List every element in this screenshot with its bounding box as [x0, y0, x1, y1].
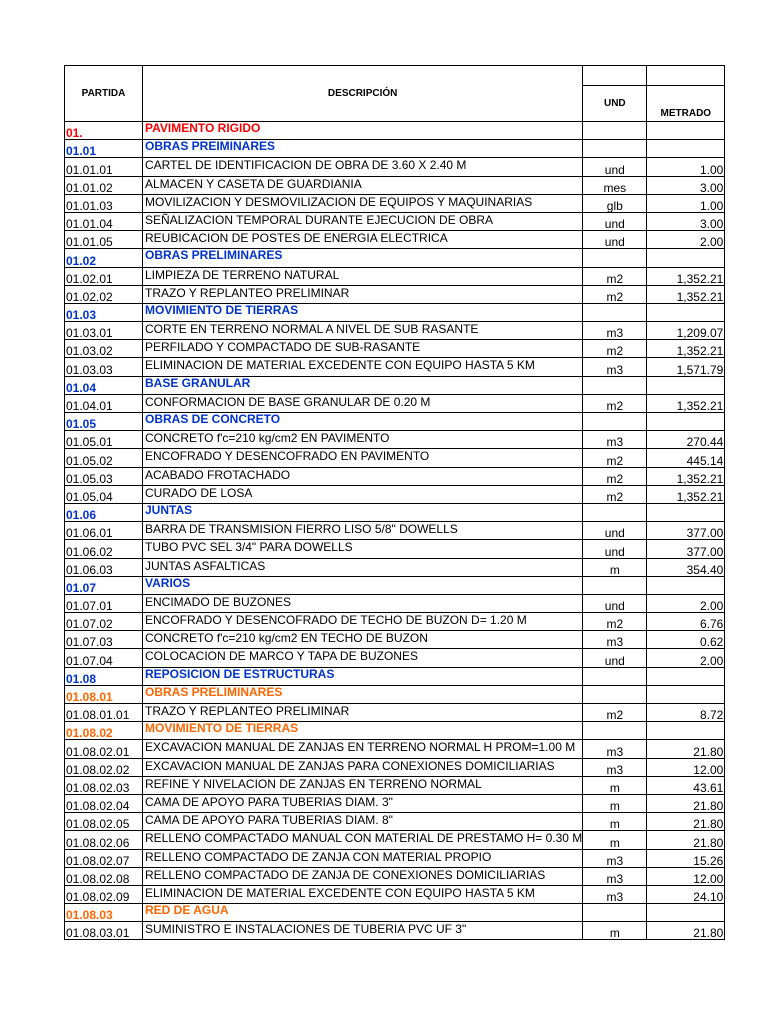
metrado-cell[interactable]: 1,352.21 — [647, 267, 725, 285]
metrado-cell[interactable] — [647, 140, 725, 158]
partida-cell[interactable]: 01.08.02.02 — [65, 758, 143, 776]
descripcion-text: ENCOFRADO Y DESENCOFRADO EN PAVIMENTO — [145, 449, 430, 464]
und-cell[interactable]: m3 — [583, 885, 647, 903]
metrado-cell[interactable] — [647, 303, 725, 321]
descripcion-text: TRAZO Y REPLANTEO PRELIMINAR — [145, 285, 350, 300]
und-cell[interactable] — [583, 904, 647, 922]
partida-cell[interactable]: 01.08.02.03 — [65, 776, 143, 794]
und-cell[interactable]: m3 — [583, 740, 647, 758]
und-cell[interactable]: mes — [583, 176, 647, 194]
descripcion-text: OBRAS PRELIMINARES — [145, 684, 283, 699]
descripcion-text: PERFILADO Y COMPACTADO DE SUB-RASANTE — [145, 340, 421, 355]
table-row — [65, 922, 725, 940]
metrado-cell[interactable]: 270.44 — [647, 431, 725, 449]
partida-cell[interactable]: 01.07 — [65, 576, 143, 594]
metrado-cell[interactable] — [647, 576, 725, 594]
descripcion-text: SEÑALIZACION TEMPORAL DURANTE EJECUCION DE OBRA — [145, 212, 494, 227]
metrado-cell[interactable] — [647, 685, 725, 703]
descripcion-cell[interactable] — [143, 685, 583, 703]
partida-cell[interactable]: 01.07.01 — [65, 594, 143, 612]
metrado-cell[interactable]: 21.80 — [647, 740, 725, 758]
descripcion-cell[interactable] — [143, 449, 583, 467]
metrado-cell[interactable]: 3.00 — [647, 176, 725, 194]
partida-cell[interactable]: 01.05.02 — [65, 449, 143, 467]
partida-cell[interactable]: 01.06.02 — [65, 540, 143, 558]
table-row — [65, 358, 725, 376]
partida-cell[interactable]: 01.05.04 — [65, 485, 143, 503]
und-cell[interactable]: m2 — [583, 704, 647, 722]
header-metrado-top[interactable] — [647, 66, 725, 86]
metrado-cell[interactable]: 1,352.21 — [647, 485, 725, 503]
und-cell[interactable] — [583, 413, 647, 431]
metrado-cell[interactable]: 354.40 — [647, 558, 725, 576]
metrado-cell[interactable]: 1,209.07 — [647, 322, 725, 340]
partida-cell[interactable]: 01.04 — [65, 376, 143, 394]
und-cell[interactable] — [583, 685, 647, 703]
metrado-cell[interactable]: 21.80 — [647, 813, 725, 831]
metrado-cell[interactable] — [647, 722, 725, 740]
table-row — [65, 885, 725, 903]
metrado-cell[interactable]: 1.00 — [647, 158, 725, 176]
descripcion-text: SUMINISTRO E INSTALACIONES DE TUBERIA PVC UF 3" — [145, 922, 467, 937]
descripcion-cell[interactable] — [143, 485, 583, 503]
metrado-cell[interactable]: 3.00 — [647, 212, 725, 230]
table-row — [65, 904, 725, 922]
partida-cell[interactable]: 01.06 — [65, 503, 143, 521]
partida-cell[interactable]: 01.01 — [65, 140, 143, 158]
metrado-cell[interactable] — [647, 249, 725, 267]
metrado-cell[interactable] — [647, 904, 725, 922]
partida-cell[interactable]: 01.03.02 — [65, 340, 143, 358]
table-row — [65, 431, 725, 449]
descripcion-cell[interactable] — [143, 194, 583, 212]
partida-cell[interactable]: 01.06.03 — [65, 558, 143, 576]
metrado-cell[interactable]: 1,352.21 — [647, 394, 725, 412]
descripcion-cell[interactable] — [143, 722, 583, 740]
descripcion-text: ENCOFRADO Y DESENCOFRADO DE TECHO DE BUZON D= 1.20 M — [145, 613, 527, 628]
metrado-cell[interactable] — [647, 413, 725, 431]
table-row — [65, 704, 725, 722]
descripcion-text: REPOSICION DE ESTRUCTURAS — [145, 666, 335, 681]
metrado-cell[interactable] — [647, 122, 725, 140]
table-row — [65, 594, 725, 612]
table-row — [65, 303, 725, 321]
descripcion-cell[interactable] — [143, 358, 583, 376]
und-cell[interactable]: und — [583, 540, 647, 558]
metrado-cell[interactable]: 1,352.21 — [647, 285, 725, 303]
partida-cell[interactable]: 01.03.03 — [65, 358, 143, 376]
descripcion-text: CONCRETO f'c=210 kg/cm2 EN TECHO DE BUZON — [145, 631, 428, 646]
partida-cell[interactable]: 01.01.02 — [65, 176, 143, 194]
partida-cell[interactable]: 01.08.02.08 — [65, 867, 143, 885]
metrado-cell[interactable]: 21.80 — [647, 794, 725, 812]
descripcion-cell[interactable] — [143, 394, 583, 412]
descripcion-cell[interactable] — [143, 758, 583, 776]
descripcion-text: OBRAS DE CONCRETO — [145, 412, 281, 426]
descripcion-text: CARTEL DE IDENTIFICACION DE OBRA DE 3.60 X 2.40 M — [145, 158, 467, 173]
partida-cell[interactable]: 01.04.01 — [65, 394, 143, 412]
header-und-top[interactable] — [583, 66, 647, 86]
partida-cell[interactable]: 01.07.02 — [65, 613, 143, 631]
table-row — [65, 249, 725, 267]
partida-cell[interactable]: 01.08.01.01 — [65, 704, 143, 722]
descripcion-cell[interactable] — [143, 122, 583, 140]
partida-cell[interactable]: 01.01.01 — [65, 158, 143, 176]
und-cell[interactable]: m2 — [583, 467, 647, 485]
descripcion-cell[interactable] — [143, 649, 583, 667]
table-row — [65, 267, 725, 285]
und-cell[interactable]: m — [583, 831, 647, 849]
descripcion-text: BARRA DE TRANSMISION FIERRO LISO 5/8" DOWELLS — [145, 522, 458, 537]
partida-cell[interactable]: 01.02.01 — [65, 267, 143, 285]
partida-cell[interactable]: 01.03 — [65, 303, 143, 321]
metrado-cell[interactable]: 15.26 — [647, 849, 725, 867]
descripcion-cell[interactable] — [143, 667, 583, 685]
metrado-cell[interactable]: 377.00 — [647, 540, 725, 558]
descripcion-text: ENCIMADO DE BUZONES — [145, 594, 292, 609]
descripcion-cell[interactable] — [143, 867, 583, 885]
und-cell[interactable] — [583, 722, 647, 740]
table-row — [65, 413, 725, 431]
metrado-cell[interactable]: 1,352.21 — [647, 340, 725, 358]
metrado-cell[interactable]: 12.00 — [647, 867, 725, 885]
descripcion-cell[interactable] — [143, 303, 583, 321]
partida-cell[interactable]: 01.08.02.07 — [65, 849, 143, 867]
descripcion-text: MOVIMIENTO DE TIERRAS — [145, 302, 299, 317]
descripcion-text: RELLENO COMPACTADO DE ZANJA CON MATERIAL PROPIO — [145, 849, 492, 864]
und-cell[interactable] — [583, 376, 647, 394]
metrado-cell[interactable]: 1,352.21 — [647, 467, 725, 485]
metrado-cell[interactable]: 8.72 — [647, 704, 725, 722]
descripcion-text: EXCAVACION MANUAL DE ZANJAS EN TERRENO NORMAL H PROM=1.00 M — [145, 740, 576, 755]
table-row — [65, 540, 725, 558]
descripcion-cell[interactable] — [143, 813, 583, 831]
table-row — [65, 740, 725, 758]
und-cell[interactable] — [583, 303, 647, 321]
descripcion-text: RED DE AGUA — [145, 903, 229, 918]
und-cell[interactable] — [583, 122, 647, 140]
descripcion-cell[interactable] — [143, 740, 583, 758]
table-row — [65, 194, 725, 212]
und-cell[interactable]: m3 — [583, 431, 647, 449]
und-cell[interactable]: und — [583, 212, 647, 230]
und-cell[interactable]: m3 — [583, 849, 647, 867]
descripcion-cell[interactable] — [143, 231, 583, 249]
descripcion-text: JUNTAS — [145, 502, 193, 517]
table-row — [65, 576, 725, 594]
descripcion-text: REFINE Y NIVELACION DE ZANJAS EN TERRENO NORMAL — [145, 776, 482, 791]
budget-table — [64, 65, 725, 940]
descripcion-cell[interactable] — [143, 267, 583, 285]
partida-cell[interactable]: 01.07.04 — [65, 649, 143, 667]
table-row — [65, 340, 725, 358]
partida-cell[interactable]: 01. — [65, 122, 143, 140]
descripcion-cell[interactable] — [143, 467, 583, 485]
metrado-cell[interactable]: 21.80 — [647, 922, 725, 940]
und-cell[interactable]: m — [583, 813, 647, 831]
descripcion-text: TRAZO Y REPLANTEO PRELIMINAR — [145, 704, 350, 718]
partida-cell[interactable]: 01.07.03 — [65, 631, 143, 649]
table-row — [65, 722, 725, 740]
partida-cell[interactable]: 01.08.03 — [65, 904, 143, 922]
table-row — [65, 522, 725, 540]
descripcion-text: ACABADO FROTACHADO — [145, 467, 291, 482]
descripcion-cell[interactable] — [143, 413, 583, 431]
metrado-cell[interactable]: 6.76 — [647, 613, 725, 631]
partida-cell[interactable]: 01.08.02.01 — [65, 740, 143, 758]
table-row — [65, 613, 725, 631]
partida-cell[interactable]: 01.03.01 — [65, 322, 143, 340]
table-row — [65, 394, 725, 412]
metrado-cell[interactable] — [647, 667, 725, 685]
partida-cell[interactable]: 01.01.03 — [65, 194, 143, 212]
metrado-cell[interactable]: 1.00 — [647, 194, 725, 212]
descripcion-text: CAMA DE APOYO PARA TUBERIAS DIAM. 8" — [145, 813, 393, 828]
descripcion-text: CONCRETO f'c=210 kg/cm2 EN PAVIMENTO — [145, 431, 390, 446]
descripcion-text: REUBICACION DE POSTES DE ENERGIA ELECTRICA — [145, 231, 448, 246]
und-cell[interactable] — [583, 667, 647, 685]
und-cell[interactable]: m — [583, 776, 647, 794]
descripcion-cell[interactable] — [143, 885, 583, 903]
metrado-cell[interactable]: 12.00 — [647, 758, 725, 776]
und-cell[interactable]: m2 — [583, 340, 647, 358]
descripcion-cell[interactable] — [143, 631, 583, 649]
descripcion-cell[interactable] — [143, 503, 583, 521]
partida-cell[interactable]: 01.08.01 — [65, 685, 143, 703]
und-cell[interactable]: glb — [583, 194, 647, 212]
partida-cell[interactable]: 01.06.01 — [65, 522, 143, 540]
descripcion-cell[interactable] — [143, 212, 583, 230]
descripcion-text: ELIMINACION DE MATERIAL EXCEDENTE CON EQUIPO HASTA 5 KM — [145, 358, 535, 373]
und-cell[interactable]: m3 — [583, 758, 647, 776]
descripcion-cell[interactable] — [143, 594, 583, 612]
descripcion-cell[interactable] — [143, 158, 583, 176]
und-cell[interactable] — [583, 576, 647, 594]
table-row — [65, 776, 725, 794]
und-cell[interactable]: m2 — [583, 485, 647, 503]
partida-cell[interactable]: 01.08.02.04 — [65, 794, 143, 812]
metrado-cell[interactable]: 445.14 — [647, 449, 725, 467]
descripcion-cell[interactable] — [143, 776, 583, 794]
und-cell[interactable]: m — [583, 558, 647, 576]
table-row — [65, 322, 725, 340]
metrado-cell[interactable]: 24.10 — [647, 885, 725, 903]
und-cell[interactable]: m2 — [583, 449, 647, 467]
descripcion-text: CURADO DE LOSA — [145, 485, 253, 500]
metrado-cell[interactable]: 2.00 — [647, 231, 725, 249]
descripcion-cell[interactable] — [143, 704, 583, 722]
metrado-cell[interactable]: 21.80 — [647, 831, 725, 849]
und-cell[interactable] — [583, 140, 647, 158]
descripcion-text: EXCAVACION MANUAL DE ZANJAS PARA CONEXIONES DOMICILIARIAS — [145, 758, 555, 773]
header-und[interactable]: UND — [583, 86, 647, 122]
descripcion-text: PAVIMENTO RIGIDO — [145, 121, 261, 135]
table-row — [65, 122, 725, 140]
table-row — [65, 503, 725, 521]
und-cell[interactable]: m — [583, 922, 647, 940]
metrado-cell[interactable]: 43.61 — [647, 776, 725, 794]
partida-cell[interactable]: 01.01.04 — [65, 212, 143, 230]
metrado-cell[interactable] — [647, 503, 725, 521]
descripcion-cell[interactable] — [143, 431, 583, 449]
table-row — [65, 849, 725, 867]
header-partida[interactable]: PARTIDA — [65, 66, 143, 122]
und-cell[interactable]: m3 — [583, 631, 647, 649]
und-cell[interactable]: m2 — [583, 394, 647, 412]
und-cell[interactable] — [583, 249, 647, 267]
und-cell[interactable] — [583, 503, 647, 521]
descripcion-text: COLOCACION DE MARCO Y TAPA DE BUZONES — [145, 649, 418, 664]
und-cell[interactable]: m2 — [583, 613, 647, 631]
descripcion-text: CONFORMACION DE BASE GRANULAR DE 0.20 M — [145, 394, 431, 409]
descripcion-text: VARIOS — [145, 575, 191, 590]
table-row — [65, 467, 725, 485]
descripcion-cell[interactable] — [143, 249, 583, 267]
descripcion-text: JUNTAS ASFALTICAS — [145, 558, 266, 573]
descripcion-cell[interactable] — [143, 522, 583, 540]
descripcion-text: LIMPIEZA DE TERRENO NATURAL — [145, 267, 340, 282]
und-cell[interactable]: m3 — [583, 358, 647, 376]
und-cell[interactable]: und — [583, 158, 647, 176]
und-cell[interactable]: m3 — [583, 322, 647, 340]
header-metrado[interactable]: METRADO — [647, 86, 725, 122]
descripcion-text: CAMA DE APOYO PARA TUBERIAS DIAM. 3" — [145, 794, 393, 809]
partida-cell[interactable]: 01.05 — [65, 413, 143, 431]
table-row — [65, 649, 725, 667]
table-row — [65, 140, 725, 158]
table-row — [65, 158, 725, 176]
partida-cell[interactable]: 01.01.05 — [65, 231, 143, 249]
table-row — [65, 558, 725, 576]
table-row — [65, 685, 725, 703]
descripcion-cell[interactable] — [143, 613, 583, 631]
descripcion-cell[interactable] — [143, 831, 583, 849]
metrado-cell[interactable] — [647, 376, 725, 394]
table-row — [65, 376, 725, 394]
table-row — [65, 231, 725, 249]
und-cell[interactable]: m3 — [583, 867, 647, 885]
metrado-cell[interactable]: 0.62 — [647, 631, 725, 649]
partida-cell[interactable]: 01.05.01 — [65, 431, 143, 449]
descripcion-text: BASE GRANULAR — [145, 375, 251, 390]
metrado-cell[interactable]: 1,571.79 — [647, 358, 725, 376]
table-row — [65, 794, 725, 812]
descripcion-text: ALMACEN Y CASETA DE GUARDIANIA — [145, 176, 362, 191]
descripcion-text: ELIMINACION DE MATERIAL EXCEDENTE CON EQUIPO HASTA 5 KM — [145, 885, 535, 900]
partida-cell[interactable]: 01.02 — [65, 249, 143, 267]
partida-cell[interactable]: 01.08.02.09 — [65, 885, 143, 903]
descripcion-cell[interactable] — [143, 176, 583, 194]
table-row — [65, 667, 725, 685]
descripcion-text: OBRAS PREIMINARES — [145, 139, 276, 154]
partida-cell[interactable]: 01.08.02 — [65, 722, 143, 740]
table-row — [65, 285, 725, 303]
und-cell[interactable]: und — [583, 522, 647, 540]
header-descripcion[interactable]: DESCRIPCIÓN — [143, 66, 583, 122]
partida-cell[interactable]: 01.08.02.06 — [65, 831, 143, 849]
descripcion-cell[interactable] — [143, 540, 583, 558]
descripcion-cell[interactable] — [143, 849, 583, 867]
und-cell[interactable]: und — [583, 594, 647, 612]
und-cell[interactable]: und — [583, 231, 647, 249]
table-row — [65, 631, 725, 649]
und-cell[interactable]: m2 — [583, 285, 647, 303]
metrado-cell[interactable]: 2.00 — [647, 594, 725, 612]
descripcion-cell[interactable] — [143, 340, 583, 358]
partida-cell[interactable]: 01.02.02 — [65, 285, 143, 303]
descripcion-cell[interactable] — [143, 922, 583, 940]
descripcion-text: MOVIMIENTO DE TIERRAS — [145, 721, 299, 736]
descripcion-text: CORTE EN TERRENO NORMAL A NIVEL DE SUB RASANTE — [145, 322, 479, 337]
partida-cell[interactable]: 01.08 — [65, 667, 143, 685]
table-row — [65, 831, 725, 849]
table-row — [65, 867, 725, 885]
metrado-cell[interactable]: 377.00 — [647, 522, 725, 540]
table-row — [65, 813, 725, 831]
descripcion-cell[interactable] — [143, 794, 583, 812]
descripcion-text: RELLENO COMPACTADO DE ZANJA DE CONEXIONES DOMICILIARIAS — [145, 867, 546, 882]
table-row — [65, 176, 725, 194]
metrado-cell[interactable]: 2.00 — [647, 649, 725, 667]
und-cell[interactable]: m — [583, 794, 647, 812]
descripcion-text: TUBO PVC SEL 3/4" PARA DOWELLS — [145, 540, 353, 555]
descripcion-text: OBRAS PRELIMINARES — [145, 248, 283, 263]
table-row — [65, 212, 725, 230]
table-row — [65, 485, 725, 503]
table-row — [65, 758, 725, 776]
partida-cell[interactable]: 01.05.03 — [65, 467, 143, 485]
partida-cell[interactable]: 01.08.02.05 — [65, 813, 143, 831]
descripcion-cell[interactable] — [143, 576, 583, 594]
descripcion-cell[interactable] — [143, 376, 583, 394]
und-cell[interactable]: m2 — [583, 267, 647, 285]
descripcion-cell[interactable] — [143, 904, 583, 922]
descripcion-text: RELLENO COMPACTADO MANUAL CON MATERIAL DE PRESTAMO H= 0.30 M — [145, 831, 583, 846]
descripcion-text: MOVILIZACION Y DESMOVILIZACION DE EQUIPOS Y MAQUINARIAS — [145, 194, 533, 209]
table-row — [65, 449, 725, 467]
descripcion-cell[interactable] — [143, 322, 583, 340]
descripcion-cell[interactable] — [143, 558, 583, 576]
descripcion-cell[interactable] — [143, 285, 583, 303]
partida-cell[interactable]: 01.08.03.01 — [65, 922, 143, 940]
und-cell[interactable]: und — [583, 649, 647, 667]
descripcion-cell[interactable] — [143, 140, 583, 158]
